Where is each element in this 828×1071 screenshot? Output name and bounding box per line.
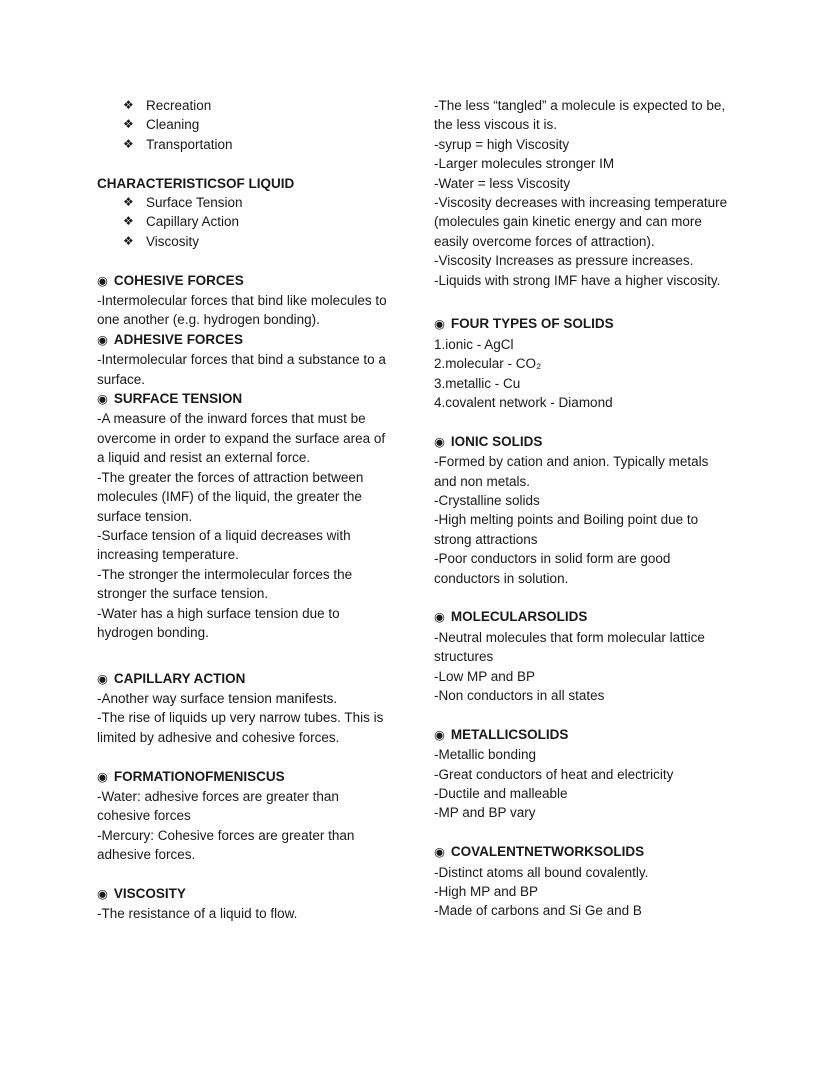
paragraph-line: -The rise of liquids up very narrow tubes. This is limited by adhesive and cohesive forces.	[97, 710, 384, 745]
section-title: FOUR TYPES OF SOLIDS	[450, 316, 614, 332]
fisheye-bullet-icon: ◉	[97, 273, 108, 288]
section-title: CAPILLARY ACTION	[113, 670, 246, 686]
block-section	[97, 884, 395, 924]
paragraph-line: 2.molecular - CO₂	[434, 356, 542, 372]
diamond-bullet-icon: ❖	[123, 214, 134, 229]
diamond-bullet-icon: ❖	[123, 136, 134, 151]
block-section	[434, 725, 732, 823]
paragraph-line: -Surface tension of a liquid decreases with increasing temperature.	[97, 527, 351, 563]
paragraph-line: -Great conductors of heat and electricity	[434, 766, 674, 782]
paragraph-line: -Intermolecular forces that bind like molecules to one another (e.g. hydrogen bonding).	[97, 293, 387, 328]
section-title: COHESIVE FORCES	[113, 272, 244, 288]
fisheye-bullet-icon: ◉	[434, 317, 445, 332]
paragraph-line: -Made of carbons and Si Ge and B	[434, 903, 642, 919]
paragraph-line: -Water has a high surface tension due to hydrogen bonding.	[97, 605, 340, 640]
paragraph-line: -Mercury: Cohesive forces are greater than adhesive forces.	[97, 827, 355, 863]
section-heading	[434, 842, 732, 862]
section-title: VISCOSITY	[113, 885, 186, 901]
paragraph-line: -Another way surface tension manifests.	[97, 690, 338, 706]
paragraph-line: -High MP and BP	[434, 884, 539, 900]
section-heading	[434, 432, 732, 452]
section-heading	[97, 884, 395, 904]
diamond-bullet-icon: ❖	[123, 98, 134, 112]
block-bullets	[97, 193, 395, 251]
paragraph-line: 4.covalent network - Diamond	[434, 394, 613, 410]
paragraph-line: -The less “tangled” a molecule is expected to be, the less viscous it is.	[434, 98, 726, 133]
section-title: SURFACE TENSION	[113, 391, 243, 407]
section-heading	[97, 767, 395, 787]
paragraph-line: -Low MP and BP	[434, 668, 536, 684]
paragraph-line: 1.ionic - AgCl	[434, 336, 514, 352]
block-bullets	[97, 96, 395, 154]
list-item-label: Cleaning	[146, 117, 200, 133]
doc-column-right	[434, 96, 732, 924]
paragraph-line: -The greater the forces of attraction between molecules (IMF) of the liquid, the greater the surface tension.	[97, 469, 364, 524]
list-item	[97, 135, 395, 154]
paragraph-line: 3.metallic - Cu	[434, 375, 521, 391]
block-section	[434, 314, 732, 412]
section-heading	[97, 669, 395, 689]
block-section	[97, 389, 395, 642]
fisheye-bullet-icon: ◉	[434, 845, 445, 860]
list-item-label: Surface Tension	[146, 195, 243, 211]
fisheye-bullet-icon: ◉	[97, 392, 108, 407]
diamond-bullet-icon: ❖	[123, 195, 134, 210]
list-item	[97, 232, 395, 251]
paragraph-line: -Neutral molecules that form molecular lattice structures	[434, 629, 705, 665]
section-title: FORMATIONOFMENISCUS	[113, 768, 285, 784]
paragraph-line: -Poor conductors in solid form are good conductors in solution.	[434, 551, 671, 586]
list-item-label: Transportation	[146, 136, 233, 152]
list-item	[97, 193, 395, 212]
block-para	[434, 96, 732, 290]
paragraph-line: -Liquids with strong IMF have a higher viscosity.	[434, 272, 721, 288]
section-heading	[434, 314, 732, 334]
paragraph-line: -Water = less Viscosity	[434, 175, 571, 191]
paragraph-line: -Crystalline solids	[434, 492, 540, 508]
list-item	[97, 96, 395, 115]
paragraph-line: -Water: adhesive forces are greater than cohesive forces	[97, 788, 339, 824]
block-section	[97, 669, 395, 748]
block-section	[434, 842, 732, 921]
fisheye-bullet-icon: ◉	[97, 671, 108, 686]
paragraph-line: -The stronger the intermolecular forces the stronger the surface tension.	[97, 566, 353, 602]
block-section	[97, 767, 395, 865]
fisheye-bullet-icon: ◉	[97, 886, 108, 901]
fisheye-bullet-icon: ◉	[97, 769, 108, 784]
section-heading	[97, 271, 395, 291]
block-section	[97, 271, 395, 330]
section-title: MOLECULARSOLIDS	[450, 609, 588, 625]
section-title: IONIC SOLIDS	[450, 433, 543, 449]
diamond-bullet-icon: ❖	[123, 117, 134, 132]
list-item-label: Recreation	[146, 98, 212, 113]
paragraph-line: -Formed by cation and anion. Typically metals and non metals.	[434, 454, 709, 489]
paragraph-line: -MP and BP vary	[434, 805, 536, 821]
paragraph-line: -Distinct atoms all bound covalently.	[434, 864, 649, 880]
paragraph-line: -Metallic bonding	[434, 747, 537, 763]
section-heading: CHARACTERISTICSOF LIQUID	[97, 175, 295, 191]
section-title: METALLICSOLIDS	[450, 726, 569, 742]
paragraph-line: -A measure of the inward forces that must be overcome in order to expand the surface area of a liquid and resist an external force.	[97, 411, 386, 466]
block-section	[434, 432, 732, 588]
paragraph-line: -Ductile and malleable	[434, 786, 568, 802]
section-heading	[97, 330, 395, 350]
section-heading	[434, 725, 732, 745]
section-title: ADHESIVE FORCES	[113, 331, 243, 347]
list-item-label: Viscosity	[146, 233, 200, 249]
paragraph-line: -syrup = high Viscosity	[434, 136, 570, 152]
fisheye-bullet-icon: ◉	[434, 610, 445, 625]
paragraph-line: -Larger molecules stronger IM	[434, 156, 615, 172]
diamond-bullet-icon: ❖	[123, 233, 134, 248]
section-heading	[97, 389, 395, 409]
list-item-label: Capillary Action	[146, 214, 240, 230]
list-item	[97, 115, 395, 134]
paragraph-line: -High melting points and Boiling point due to strong attractions	[434, 512, 699, 547]
paragraph-line: -The resistance of a liquid to flow.	[97, 906, 298, 922]
fisheye-bullet-icon: ◉	[97, 332, 108, 347]
fisheye-bullet-icon: ◉	[434, 727, 445, 742]
block-heading	[97, 174, 395, 193]
list-item	[97, 212, 395, 231]
paragraph-line: -Intermolecular forces that bind a substance to a surface.	[97, 352, 386, 387]
paragraph-line: -Non conductors in all states	[434, 688, 605, 703]
section-title: COVALENTNETWORKSOLIDS	[450, 844, 645, 860]
doc-column-left	[97, 96, 395, 924]
section-heading	[434, 607, 732, 627]
paragraph-line: -Viscosity decreases with increasing temperature (molecules gain kinetic energy and can more easily overcome forces of attraction).	[434, 195, 728, 249]
paragraph-line: -Viscosity Increases as pressure increases.	[434, 253, 694, 269]
block-section	[434, 607, 732, 705]
fisheye-bullet-icon: ◉	[434, 434, 445, 449]
block-section	[97, 330, 395, 389]
